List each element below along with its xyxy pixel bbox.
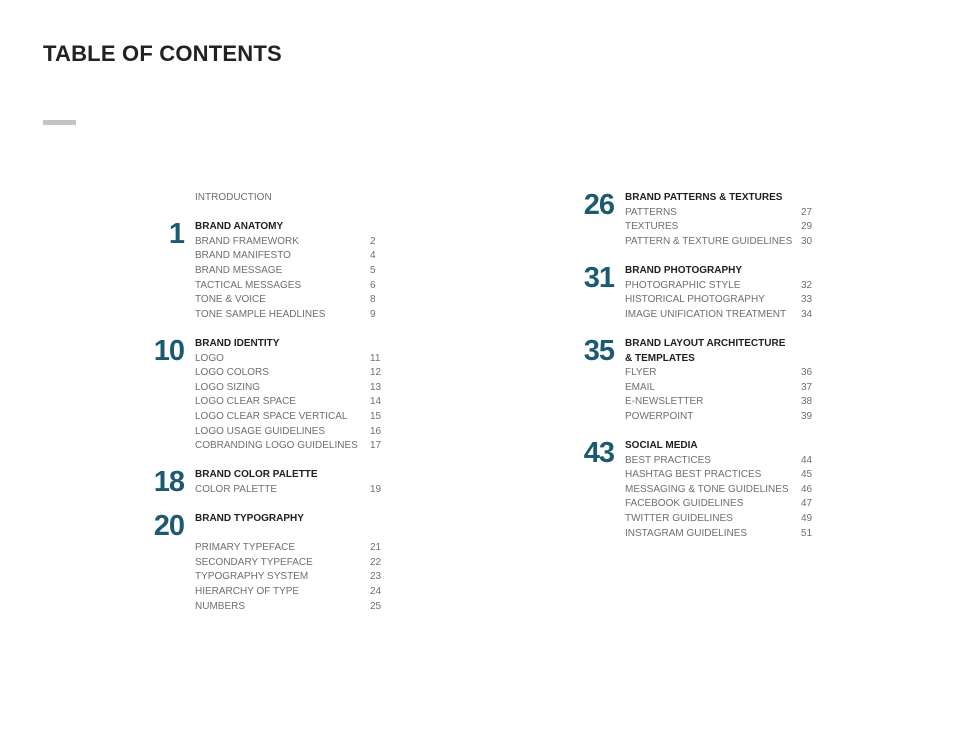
section-number: 18 [153, 466, 184, 499]
toc-entry-page-number: 32 [801, 279, 813, 291]
toc-entry-label: E-NEWSLETTER [625, 396, 704, 408]
toc-entry-page-number: 29 [801, 221, 813, 233]
toc-entry-label: IMAGE UNIFICATION TREATMENT [625, 308, 787, 320]
toc-entry-page-number: 5 [370, 264, 376, 276]
section-number: 1 [168, 218, 184, 251]
section-number: 26 [583, 189, 614, 221]
toc-entry-brand-message[interactable] [130, 264, 390, 279]
toc-left-sections [130, 220, 390, 614]
toc-entry-label: LOGO SIZING [195, 381, 261, 393]
section-heading-label: BRAND ANATOMY [195, 221, 284, 233]
toc-section-brand-anatomy [130, 220, 390, 322]
page-title: TABLE OF CONTENTS [43, 41, 282, 66]
toc-entry-page-number: 24 [370, 586, 382, 598]
toc-entry-instagram-guidelines[interactable] [560, 527, 821, 542]
toc-entry-page-number: 45 [801, 469, 813, 481]
toc-entry-logo-clear-space[interactable] [130, 395, 390, 410]
toc-entry-logo-sizing[interactable] [130, 381, 390, 396]
toc-entry-page-number: 49 [801, 513, 813, 525]
section-heading-label: BRAND COLOR PALETTE [195, 469, 318, 481]
toc-entry-page-number: 13 [370, 381, 382, 393]
toc-entry-label: SECONDARY TYPEFACE [195, 556, 313, 568]
section-number: 10 [153, 334, 184, 367]
toc-entry-page-number: 37 [801, 381, 813, 393]
toc-entry-page-number: 46 [801, 483, 813, 495]
toc-entry-tone-sample-headlines[interactable] [130, 308, 390, 323]
toc-entry-brand-manifesto[interactable] [130, 249, 390, 264]
toc-entry-introduction[interactable] [130, 191, 390, 206]
section-number: 20 [153, 510, 184, 543]
toc-entry-page-number: 17 [370, 440, 382, 452]
toc-entry-label: FACEBOOK GUIDELINES [625, 498, 744, 510]
toc-entry-email[interactable] [560, 381, 821, 396]
toc-entry-page-number: 15 [370, 410, 382, 422]
toc-entry-label: HIERARCHY OF TYPE [195, 586, 300, 598]
toc-entry-primary-typeface[interactable] [130, 541, 390, 556]
toc-entry-label: TONE SAMPLE HEADLINES [195, 308, 326, 320]
section-heading-label: SOCIAL MEDIA [625, 440, 698, 452]
section-heading-label: BRAND TYPOGRAPHY [195, 513, 304, 525]
toc-section-brand-photography [560, 261, 821, 322]
toc-entry-page-number: 30 [801, 235, 813, 247]
toc-right-column [560, 191, 821, 541]
toc-entry-label: PATTERNS [625, 206, 677, 218]
toc-entry-typography-system[interactable] [130, 570, 390, 585]
toc-entry-page-number: 36 [801, 367, 813, 379]
toc-entry-label: LOGO [195, 352, 224, 364]
toc-entry-label: BRAND MANIFESTO [195, 250, 291, 262]
toc-entry-label: PATTERN & TEXTURE GUIDELINES [625, 235, 793, 247]
toc-entry-page-number: 47 [801, 498, 813, 510]
toc-entry-label: LOGO USAGE GUIDELINES [195, 425, 326, 437]
toc-entry-page-number: 34 [801, 308, 813, 320]
title-divider [43, 120, 76, 125]
toc-entry-page-number: 33 [801, 294, 813, 306]
toc-entry-label: COLOR PALETTE [195, 483, 278, 495]
toc-section-brand-identity [130, 334, 390, 454]
toc-entry-secondary-typeface[interactable] [130, 556, 390, 571]
toc-entry-label: HASHTAG BEST PRACTICES [625, 469, 762, 481]
toc-entry-label: TACTICAL MESSAGES [195, 279, 302, 291]
toc-entry-page-number: 11 [370, 352, 381, 364]
toc-entry-page-number: 12 [370, 367, 382, 379]
section-heading-label: BRAND PATTERNS & TEXTURES [625, 192, 783, 203]
toc-section-brand-typography [130, 512, 390, 614]
toc-entry-label: COBRANDING LOGO GUIDELINES [195, 440, 358, 452]
toc-entry-tactical-messages[interactable] [130, 279, 390, 294]
toc-entry-page-number: 9 [370, 308, 376, 320]
toc-entry-page-number: 25 [370, 600, 382, 612]
toc-entry-page-number: 16 [370, 425, 382, 437]
toc-entry-pattern-and-texture-guidelines[interactable] [560, 235, 821, 250]
toc-entry-cobranding-logo-guidelines[interactable] [130, 439, 390, 454]
toc-entry-hashtag-best-practices[interactable] [560, 468, 821, 483]
toc-entry-label: POWERPOINT [625, 410, 694, 422]
toc-entry-page-number: 23 [370, 571, 382, 583]
toc-entry-label: PHOTOGRAPHIC STYLE [625, 279, 741, 291]
toc-entry-e-newsletter[interactable] [560, 395, 821, 410]
section-heading-label: & TEMPLATES [625, 352, 695, 364]
toc-entry-label: MESSAGING & TONE GUIDELINES [625, 483, 789, 495]
toc-left-column [130, 191, 390, 614]
toc-entry-flyer[interactable] [560, 366, 821, 381]
toc-entry-label: TYPOGRAPHY SYSTEM [195, 571, 309, 583]
toc-entry-label: INSTAGRAM GUIDELINES [625, 527, 748, 539]
toc-entry-label: BEST PRACTICES [625, 454, 711, 466]
toc-entry-page-number: 8 [370, 294, 376, 306]
section-heading-label: BRAND IDENTITY [195, 337, 280, 349]
section-number: 43 [583, 437, 614, 470]
toc-entry-label: INTRODUCTION [195, 192, 272, 203]
section-heading-label: BRAND LAYOUT ARCHITECTURE [625, 337, 786, 349]
toc-entry-label: TONE & VOICE [195, 294, 266, 306]
toc-right-sections [560, 191, 821, 541]
toc-entry-page-number: 51 [801, 527, 813, 539]
toc-entry-page-number: 4 [370, 250, 376, 262]
toc-section-brand-patterns-and-textures [560, 191, 821, 249]
toc-entry-tone-and-voice[interactable] [130, 293, 390, 308]
toc-entry-page-number: 6 [370, 279, 376, 291]
toc-entry-label: LOGO COLORS [195, 367, 269, 379]
toc-entry-page-number: 27 [801, 206, 813, 218]
toc-entry-page-number: 39 [801, 410, 813, 422]
toc-entry-page-number: 38 [801, 396, 813, 408]
toc-entry-logo-clear-space-vertical[interactable] [130, 410, 390, 425]
toc-entry-label: FLYER [625, 367, 657, 379]
toc-entry-label: LOGO CLEAR SPACE VERTICAL [195, 410, 348, 422]
toc-section-brand-color-palette [130, 468, 390, 497]
toc-entry-textures[interactable] [560, 220, 821, 235]
toc-entry-label: TEXTURES [625, 221, 679, 233]
toc-entry-page-number: 2 [370, 235, 376, 247]
toc-entry-page-number: 22 [370, 556, 382, 568]
toc-section-brand-layout-architecture [560, 334, 821, 425]
toc-entry-label: BRAND FRAMEWORK [195, 235, 299, 247]
toc-entry-logo-colors[interactable] [130, 366, 390, 381]
toc-entry-powerpoint[interactable] [560, 410, 821, 425]
section-heading-label: BRAND PHOTOGRAPHY [625, 264, 743, 276]
toc-entry-messaging-and-tone-guidelines[interactable] [560, 483, 821, 498]
section-number: 35 [583, 334, 614, 367]
toc-section-social-media [560, 439, 821, 541]
toc-entry-label: LOGO CLEAR SPACE [195, 396, 296, 408]
toc-entry-historical-photography[interactable] [560, 293, 821, 308]
toc-entry-label: BRAND MESSAGE [195, 264, 283, 276]
toc-entry-page-number: 19 [370, 483, 382, 495]
section-number: 31 [583, 261, 614, 294]
toc-entry-page-number: 44 [801, 454, 813, 466]
toc-entry-page-number: 21 [370, 542, 382, 554]
toc-entry-page-number: 14 [370, 396, 382, 408]
toc-entry-image-unification-treatment[interactable] [560, 308, 821, 323]
toc-entry-label: TWITTER GUIDELINES [625, 513, 733, 525]
toc-entry-hierarchy-of-type[interactable] [130, 585, 390, 600]
toc-entry-facebook-guidelines[interactable] [560, 497, 821, 512]
toc-entry-numbers[interactable] [130, 600, 390, 615]
toc-entry-twitter-guidelines[interactable] [560, 512, 821, 527]
toc-entry-label: NUMBERS [195, 600, 246, 612]
toc-entry-label: EMAIL [625, 381, 656, 393]
toc-entry-label: PRIMARY TYPEFACE [195, 542, 296, 554]
toc-entry-logo-usage-guidelines[interactable] [130, 425, 390, 440]
toc-entry-label: HISTORICAL PHOTOGRAPHY [625, 294, 765, 306]
